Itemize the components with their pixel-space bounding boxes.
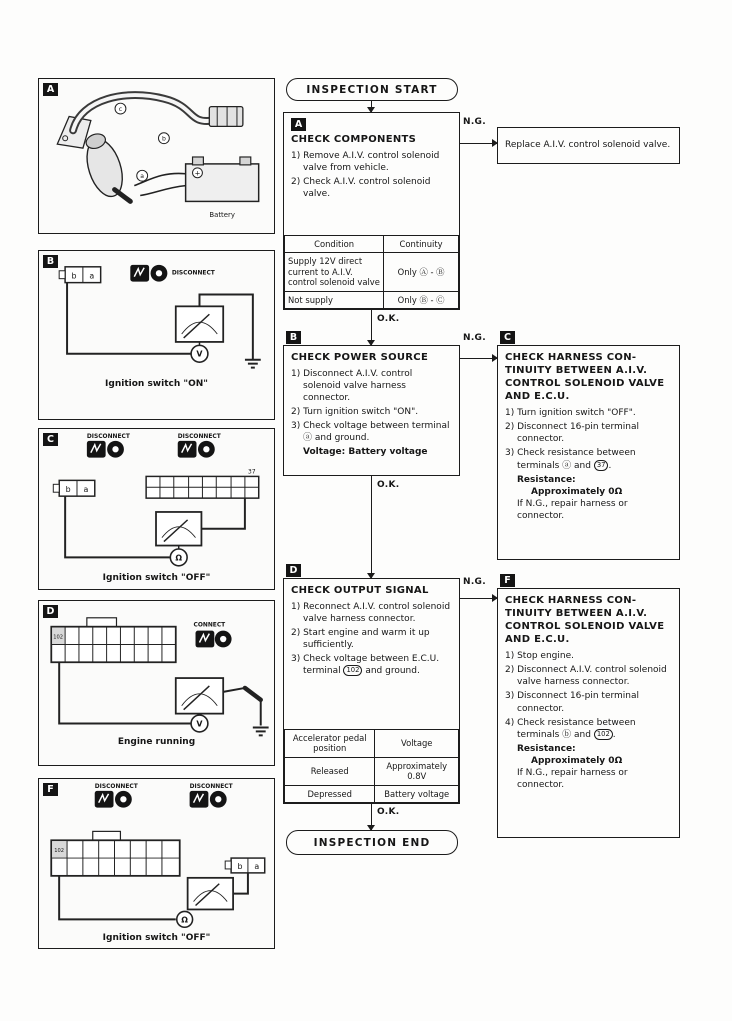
disconnect-tool-icon xyxy=(95,784,138,808)
wire xyxy=(65,496,170,557)
continuity-table xyxy=(284,235,459,310)
wire xyxy=(67,283,191,354)
panel-d-caption: Engine running xyxy=(117,737,196,747)
meter-v-label: V xyxy=(196,719,203,729)
box-f-step-4: 4) Check resistance between terminals ⓑ and 102 . xyxy=(505,717,636,740)
meter-ohm-label: Ω xyxy=(175,553,183,563)
panel-f-circuit xyxy=(39,779,274,948)
disconnect-label: DISCONNECT xyxy=(177,433,221,440)
connect-tool-icon xyxy=(194,623,232,648)
ok-label: O.K. xyxy=(377,480,400,490)
ok-label: O.K. xyxy=(377,314,400,324)
panel-b-diagram xyxy=(38,250,275,420)
pin-37-label: 37 xyxy=(247,468,256,476)
col-pedal-position: Accelerator pedal position xyxy=(285,729,375,757)
panel-tag-d: D xyxy=(43,605,58,618)
flow-tag-a: A xyxy=(291,118,306,131)
box-a-step-2: 2) Check A.I.V. control solenoid valve. xyxy=(291,176,431,199)
wire xyxy=(59,662,190,723)
box-c-step-2: 2) Disconnect 16-pin terminal connector. xyxy=(505,422,640,445)
replace-text: Replace A.I.V. control solenoid valve. xyxy=(505,139,671,150)
condition-cell: Not supply xyxy=(285,291,384,309)
disconnect-tool-icon xyxy=(130,265,215,282)
ground-icon xyxy=(253,727,269,735)
flow-arrow-d-to-f xyxy=(460,598,497,599)
aiv-valve-battery-illustration xyxy=(39,79,274,233)
panel-tag-c: C xyxy=(43,433,58,446)
condition-cell: Supply 12V direct current to A.I.V. control solenoid valve xyxy=(285,253,384,292)
ecu-connector-icon xyxy=(51,831,179,875)
panel-tag-b: B xyxy=(43,255,58,268)
terminal-102-pin: 102 xyxy=(343,665,362,676)
inspection-start-node: INSPECTION START xyxy=(286,78,458,101)
terminal-102-pin: 102 xyxy=(594,729,613,740)
box-b-title: CHECK POWER SOURCE xyxy=(291,352,429,363)
wire xyxy=(223,688,245,692)
col-voltage: Voltage xyxy=(375,729,459,757)
box-a-step-1: 1) Remove A.I.V. control solenoid valve from vehicle. xyxy=(291,150,440,173)
ecu-connector-icon xyxy=(51,618,175,662)
voltage-cell: Approximately 0.8V xyxy=(375,757,459,785)
disconnect-label: DISCONNECT xyxy=(171,270,215,277)
continuity-cell: Only Ⓐ - Ⓑ xyxy=(384,253,459,292)
pin-102-label: 102 xyxy=(54,848,65,855)
wire xyxy=(59,876,176,919)
wire xyxy=(140,186,185,196)
box-f-step-1: 1) Stop engine. xyxy=(505,651,574,661)
flow-arrow-a-to-b xyxy=(371,310,372,345)
box-c-step-3: 3) Check resistance between terminals ⓐ and 37 . xyxy=(505,448,636,471)
probe-icon xyxy=(245,688,261,700)
inspection-end-node: INSPECTION END xyxy=(286,830,458,855)
box-d-step-1: 1) Reconnect A.I.V. control solenoid valve harness connector. xyxy=(291,601,451,624)
flow-arrow-b-to-d xyxy=(371,476,372,578)
continuity-cell: Only Ⓑ - Ⓒ xyxy=(384,291,459,309)
box-f-title: CHECK HARNESS CON- TINUITY BETWEEN A.I.V. CONTROL SOLENOID VALVE AND E.C.U. xyxy=(505,595,665,645)
box-b-step-3: 3) Check voltage between terminal ⓐ and ground. xyxy=(291,421,450,444)
flow-arrow-a-to-replace xyxy=(460,143,497,144)
box-b-step-2: 2) Turn ignition switch "ON". xyxy=(291,406,419,417)
flow-box-check-components xyxy=(283,112,460,310)
flow-arrow-b-to-c xyxy=(460,358,497,359)
panel-f-caption: Ignition switch "OFF" xyxy=(102,933,211,943)
resistance-label: Resistance: xyxy=(517,474,576,485)
flow-box-check-power-source xyxy=(283,345,460,476)
battery-label: Battery xyxy=(209,211,235,220)
panel-b-circuit xyxy=(39,251,274,419)
connect-label: CONNECT xyxy=(193,622,226,629)
ng-label: N.G. xyxy=(463,577,486,587)
panel-c-circuit xyxy=(39,429,274,589)
terminal-c-label: c xyxy=(118,106,123,114)
box-b-step-1: 1) Disconnect A.I.V. control solenoid valve harness connector. xyxy=(291,368,413,403)
battery-plus-label: + xyxy=(194,169,201,178)
flow-box-replace-valve xyxy=(497,127,680,164)
box-d-step-3: 3) Check voltage between E.C.U. terminal 102 and ground. xyxy=(291,654,440,677)
meter-v-label: V xyxy=(196,349,203,359)
ground-icon xyxy=(245,360,261,368)
box-d-step-2: 2) Start engine and warm it up sufficiently. xyxy=(291,627,430,650)
ng-repair-note: If N.G., repair harness or connector. xyxy=(517,498,628,522)
flow-arrow-start-to-a xyxy=(371,101,372,112)
table-row xyxy=(285,785,459,803)
box-f-step-3: 3) Disconnect 16-pin terminal connector. xyxy=(505,691,640,714)
disconnect-label: DISCONNECT xyxy=(189,783,233,790)
resistance-value: Approximately 0Ω xyxy=(531,756,623,767)
terminal-37-pin: 37 xyxy=(594,460,609,471)
col-continuity: Continuity xyxy=(384,235,459,253)
flow-arrow-d-to-end xyxy=(371,804,372,830)
box-f-step-2: 2) Disconnect A.I.V. control solenoid valve harness connector. xyxy=(505,665,667,688)
table-row xyxy=(285,291,459,309)
pedal-cell: Depressed xyxy=(285,785,375,803)
disconnect-label: DISCONNECT xyxy=(94,783,138,790)
panel-tag-f: F xyxy=(43,783,58,796)
meter-ohm-label: Ω xyxy=(181,915,189,925)
box-c-title: CHECK HARNESS CON- TINUITY BETWEEN A.I.V. CONTROL SOLENOID VALVE AND E.C.U. xyxy=(505,352,665,402)
ok-label: O.K. xyxy=(377,807,400,817)
ng-label: N.G. xyxy=(463,117,486,127)
ng-label: N.G. xyxy=(463,333,486,343)
valve-connector-shape xyxy=(209,107,243,127)
panel-f-diagram xyxy=(38,778,275,949)
voltage-cell: Battery voltage xyxy=(375,785,459,803)
wire xyxy=(201,498,244,529)
pin-102-label: 102 xyxy=(53,634,64,641)
disconnect-tool-icon xyxy=(178,434,221,458)
flow-box-check-harness-continuity-bc xyxy=(497,345,680,560)
ohmmeter-icon xyxy=(177,878,233,927)
wire xyxy=(233,873,248,894)
col-condition: Condition xyxy=(285,235,384,253)
panel-d-diagram xyxy=(38,600,275,766)
flow-tag-c: C xyxy=(500,331,515,344)
disconnect-tool-icon xyxy=(190,784,233,808)
connector-pin-a-label: a xyxy=(89,271,95,281)
output-voltage-table xyxy=(284,729,459,804)
connector-pin-a-label: a xyxy=(254,861,260,871)
flow-tag-f: F xyxy=(500,574,515,587)
panel-tag-a: A xyxy=(43,83,58,96)
flow-tag-d: D xyxy=(286,564,301,577)
disconnect-label: DISCONNECT xyxy=(86,433,130,440)
connector-pin-b-label: b xyxy=(237,861,243,871)
box-c-step-1: 1) Turn ignition switch "OFF". xyxy=(505,408,636,418)
panel-c-caption: Ignition switch "OFF" xyxy=(102,573,211,583)
terminal-a-label: a xyxy=(140,173,145,181)
terminal-b-label: b xyxy=(161,135,166,143)
panel-c-diagram xyxy=(38,428,275,590)
resistance-value: Approximately 0Ω xyxy=(531,486,623,497)
pedal-cell: Released xyxy=(285,757,375,785)
connector-pin-b-label: b xyxy=(65,485,71,495)
table-row xyxy=(285,757,459,785)
disconnect-tool-icon xyxy=(87,434,130,458)
flow-box-check-harness-continuity-df xyxy=(497,588,680,838)
panel-a-valve-illustration xyxy=(38,78,275,234)
connector-pin-a-label: a xyxy=(83,485,89,495)
resistance-label: Resistance: xyxy=(517,743,576,754)
ecu-pin-strip-icon xyxy=(146,468,259,498)
box-a-title: CHECK COMPONENTS xyxy=(291,134,417,145)
voltage-note: Voltage: Battery voltage xyxy=(303,447,428,458)
panel-b-caption: Ignition switch "ON" xyxy=(105,379,208,389)
flow-tag-b: B xyxy=(286,331,301,344)
box-d-title: CHECK OUTPUT SIGNAL xyxy=(291,585,429,596)
ng-repair-note: If N.G., repair harness or connector. xyxy=(517,768,628,791)
table-row xyxy=(285,253,459,292)
flow-box-check-output-signal xyxy=(283,578,460,804)
connector-pin-b-label: b xyxy=(71,271,77,281)
